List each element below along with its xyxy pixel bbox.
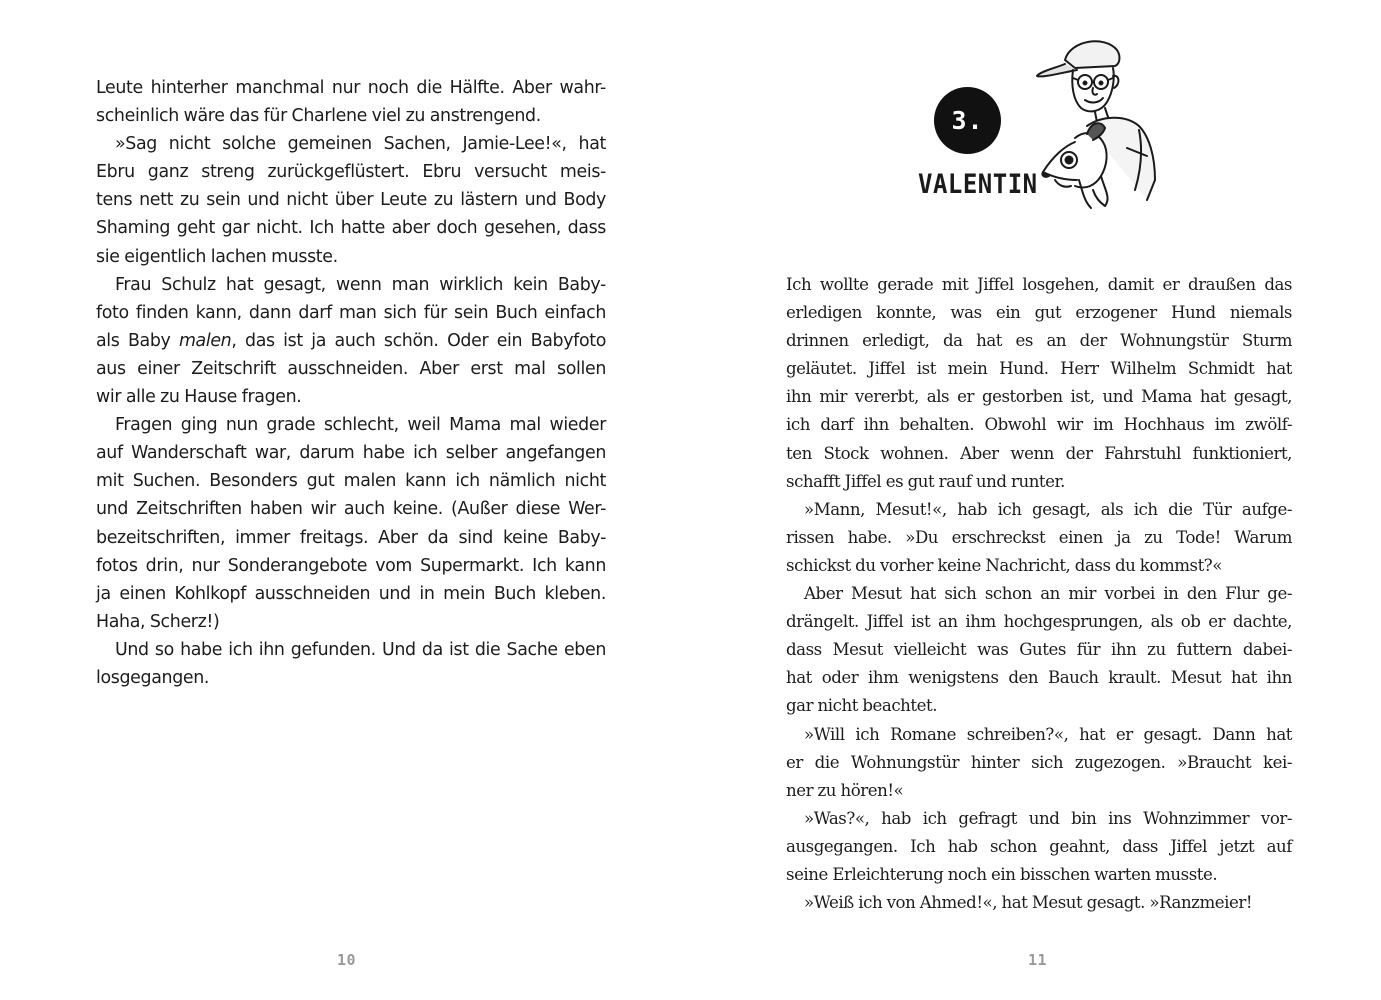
text-line: drinnen erledigt, da hat es an der Wohnungstür Sturm (786, 331, 1292, 351)
text-line: »Sag nicht solche gemeinen Sachen, Jamie-Lee!«, hat (115, 134, 606, 155)
text-line: Fragen ging nun grade schlecht, weil Mama mal wieder (115, 415, 606, 436)
text-line: als Baby malen, das ist ja auch schön. Oder ein Babyfoto (96, 330, 607, 351)
chapter-number-badge (934, 87, 1001, 154)
page-number-right: 11 (1028, 951, 1048, 969)
text-line: Frau Schulz hat gesagt, wenn man wirklich kein Baby- (115, 274, 606, 295)
text-line: dass Mesut vielleicht was Gutes für ihn zu futtern dabei- (786, 640, 1292, 660)
text-line: ten Stock wohnen. Aber wenn der Fahrstuhl funktioniert, (786, 443, 1292, 463)
text-line: »Mann, Mesut!«, hab ich gesagt, als ich die Tür aufge- (804, 499, 1292, 519)
text-line: bezeitschriften, immer freitags. Aber da sind keine Baby- (96, 527, 606, 548)
text-line: »Was?«, hab ich gefragt und bin ins Wohnzimmer vor- (804, 808, 1292, 828)
text-line: erledigen konnte, was ein gut erzogener Hund niemals (786, 303, 1292, 323)
text-line: scheinlich wäre das für Charlene viel zu anstrengend. (96, 106, 541, 127)
left-page-body-text (96, 74, 606, 692)
text-line: »Weiß ich von Ahmed!«, hat Mesut gesagt. »Ranzmeier! (804, 893, 1253, 913)
text-line: ihn mir vererbt, als er gestorben ist, und Mama hat gesagt, (786, 387, 1292, 407)
text-line: Leute hinterher manchmal nur noch die Hälfte. Aber wahr- (96, 78, 606, 98)
chapter-title: VALENTIN (918, 168, 1038, 200)
text-line: ja einen Kohlkopf ausschneiden und in mein Buch kleben. (96, 583, 606, 604)
text-line: schickst du vorher keine Nachricht, dass du kommst?« (786, 555, 1222, 575)
text-line: hat oder ihm wenigstens den Bauch krault. Mesut hat ihn (786, 668, 1292, 688)
text-line: schafft Jiffel es gut rauf und runter. (786, 471, 1066, 491)
text-line: »Will ich Romane schreiben?«, hat er gesagt. Dann hat (804, 724, 1292, 744)
emphasis-text: malen (178, 330, 232, 351)
text-line: sie eigentlich lachen musste. (96, 246, 338, 267)
text-line: geläutet. Jiffel ist mein Hund. Herr Wilhelm Schmidt hat (786, 359, 1292, 379)
text-line: foto finden kann, dann darf man sich für sein Buch einfach (96, 302, 606, 323)
chapter-number: 3. (951, 106, 984, 135)
text-line: Und so habe ich ihn gefunden. Und da ist die Sache eben (115, 639, 606, 660)
page-number-left: 10 (337, 951, 357, 969)
text-line: Shaming geht gar nicht. Ich hatte aber doch gesehen, dass (96, 218, 606, 239)
text-line: ausgegangen. Ich hab schon geahnt, dass Jiffel jetzt auf (786, 836, 1292, 856)
text-line: aus einer Zeitschrift ausschneiden. Aber erst mal sollen (96, 358, 606, 379)
text-line: Ich wollte gerade mit Jiffel losgehen, damit er draußen das (786, 275, 1292, 294)
text-line: wir alle zu Hause fragen. (96, 387, 302, 408)
boy-with-cap-and-dog-illustration (1035, 30, 1165, 220)
text-line: tens nett zu sein und nicht über Leute zu lästern und Body (96, 190, 606, 211)
text-line: Ebru ganz streng zurückgeflüstert. Ebru versucht meis- (96, 162, 606, 183)
text-line: drängelt. Jiffel ist an ihm hochgesprungen, als ob er dachte, (786, 612, 1292, 632)
text-line: seine Erleichterung noch ein bisschen warten musste. (786, 864, 1218, 884)
text-line: rissen habe. »Du erschreckst einen ja zu Tode! Warum (786, 527, 1292, 547)
left-page (0, 0, 690, 1000)
text-line: ich darf ihn behalten. Obwohl wir im Hochhaus im zwölf- (786, 415, 1292, 435)
text-line: und Zeitschriften haben wir auch keine. (Außer diese Wer- (96, 499, 606, 520)
text-line: er die Wohnungstür hinter sich zugezogen. »Braucht kei- (786, 752, 1292, 772)
text-line: auf Wanderschaft war, darum habe ich selber angefangen (96, 443, 606, 464)
text-line: gar nicht beachtet. (786, 696, 938, 716)
text-line: mit Suchen. Besonders gut malen kann ich nämlich nicht (96, 471, 606, 492)
right-page-body-text (786, 271, 1292, 917)
text-line: losgegangen. (96, 667, 210, 688)
right-page (690, 0, 1381, 1000)
text-line: ner zu hören!« (786, 780, 904, 800)
text-line: fotos drin, nur Sonderangebote vom Supermarkt. Ich kann (96, 555, 606, 576)
text-line: Aber Mesut hat sich schon an mir vorbei in den Flur ge- (804, 584, 1292, 604)
text-line: Haha, Scherz!) (96, 611, 220, 632)
